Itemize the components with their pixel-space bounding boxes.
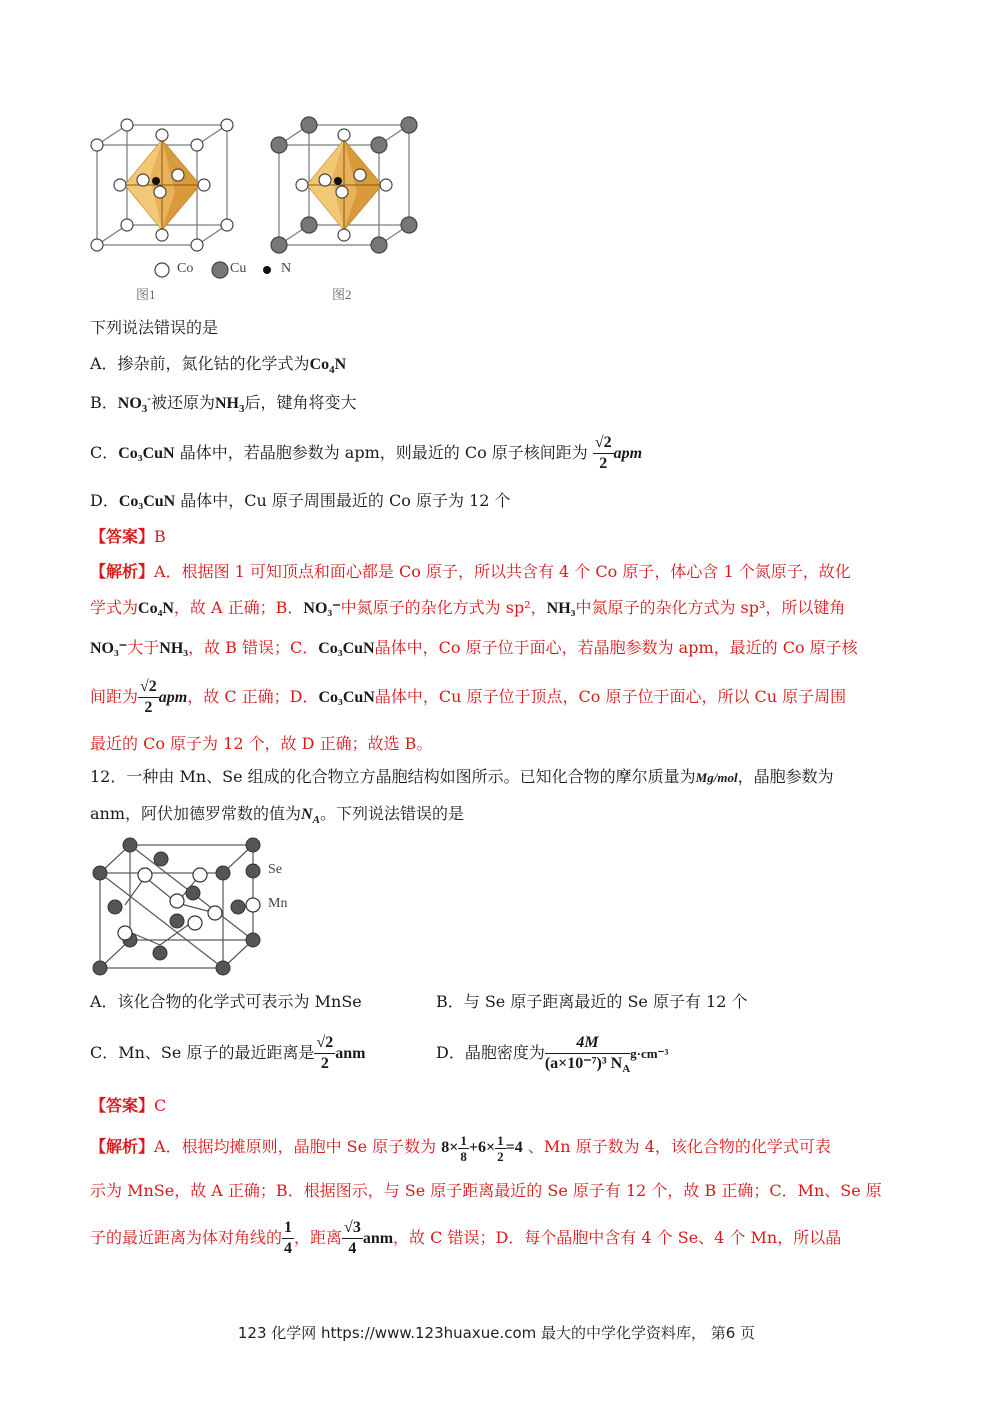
- figure-1-caption: 图1: [136, 287, 156, 302]
- legend-se-symbol: [246, 864, 260, 878]
- q12-option-d: D．晶胞密度为 $\frac{4M}{(a\times 10^{-7})^3 N_A}$ g·cm⁻³: [436, 1034, 669, 1076]
- figure-2-cell: [271, 117, 417, 253]
- crystal-figures-q11: [80, 110, 440, 310]
- q12-analysis-line-3: 子的最近距离为体对角线的 $\frac{1}{4}$ ，距离 $\frac{√3}{4}$ anm，故 C 错误；D．每个晶胞中含有 4 个 Se、4 个 Mn，所以晶: [90, 1219, 842, 1257]
- q11-analysis-line-1: 【解析】A．根据图 1 可知顶点和面心都是 Co 原子，所以共含有 4 个 Co 原子，体心含 1 个氮原子，故化: [90, 562, 851, 581]
- q12-stem-line-2: anm，阿伏加德罗常数的值为$N_A$。下列说法错误的是: [90, 804, 464, 827]
- q12-analysis-line-1: 【解析】A．根据均摊原则，晶胞中 Se 原子数为 8× $\frac{1}{8}$ +6× $\frac{1}{2}$ =4 、Mn 原子数为 4，该化合物的化学式可表: [90, 1132, 831, 1164]
- legend-co-label: Co: [177, 261, 194, 276]
- legend-cu-symbol: [212, 262, 228, 278]
- q11-option-b: B．$NO_3^-$被还原为$NH_3$后，键角将变大: [90, 392, 357, 416]
- q11-answer: 【答案】B: [90, 527, 166, 546]
- q11-analysis-line-5: 最近的 Co 原子为 12 个，故 D 正确；故选 B。: [90, 734, 433, 753]
- page-footer: 123 化学网 https://www.123huaxue.com 最大的中学化学资料库， 第6 页: [237, 1324, 756, 1342]
- legend-q11: [155, 262, 271, 278]
- q11-analysis-fraction: $\frac{√2}{2}$: [140, 678, 157, 716]
- q12-option-c-fraction: $\frac{√2}{2}$: [316, 1034, 334, 1072]
- legend-se-label: Se: [268, 862, 282, 877]
- q12-option-b: B．与 Se 原子距离最近的 Se 原子有 12 个: [436, 992, 748, 1011]
- q12-answer: 【答案】C: [90, 1096, 167, 1115]
- legend-n-label: N: [281, 261, 292, 276]
- legend-co-symbol: [155, 263, 169, 277]
- q11-option-a: A．掺杂前，氮化钴的化学式为$Co_4N$: [90, 354, 347, 377]
- q11-analysis-line-4: 间距为 $\frac{√2}{2}$ apm，故 C 正确；D．Co₃CuN晶体中，Cu 原子位于顶点，Co 原子位于面心，所以 Cu 原子周围: [90, 678, 847, 716]
- q11-option-c-fraction: $\frac{√2}{2}$: [594, 434, 612, 472]
- legend-mn-label: Mn: [268, 896, 288, 911]
- q11-option-c: C．Co₃CuN 晶体中，若晶胞参数为 apm，则最近的 Co 原子核间距为 $\frac{√2}{2}$ apm: [90, 434, 643, 472]
- legend-mn-symbol: [246, 898, 260, 912]
- q11-analysis-line-3: NO₃⁻大于NH₃，故 B 错误；C．Co₃CuN晶体中，Co 原子位于面心，若晶胞参数为 apm，最近的 Co 原子核: [90, 638, 858, 657]
- q11-option-d: D．Co₃CuN 晶体中，Cu 原子周围最近的 Co 原子为 12 个: [90, 491, 511, 510]
- legend-n-symbol: [263, 266, 271, 274]
- q12-option-d-fraction: $\frac{4M}{(a\times 10^{-7})^3 N_A}$: [544, 1034, 631, 1076]
- q12-stem-line-1: 12．一种由 Mn、Se 组成的化合物立方晶胞结构如图所示。已知化合物的摩尔质量为Mg/mol，晶胞参数为: [90, 767, 834, 786]
- figure-1-cell: [91, 119, 233, 251]
- q12-option-c: C．Mn、Se 原子的最近距离是 $\frac{√2}{2}$ anm: [90, 1034, 366, 1072]
- mnse-cell-figure: [85, 835, 325, 980]
- legend-cu-label: Cu: [230, 261, 247, 276]
- q12-option-a: A．该化合物的化学式可表示为 MnSe: [90, 992, 362, 1011]
- q11-stem: 下列说法错误的是: [90, 318, 219, 337]
- q11-analysis-line-2: 学式为Co₄N，故 A 正确；B．NO₃⁻中氮原子的杂化方式为 sp²，NH₃中氮原子的杂化方式为 sp³，所以键角: [90, 598, 846, 617]
- q12-analysis-line-2: 示为 MnSe，故 A 正确；B．根据图示，与 Se 原子距离最近的 Se 原子有 12 个，故 B 正确；C．Mn、Se 原: [90, 1181, 882, 1200]
- figure-2-caption: 图2: [332, 287, 352, 302]
